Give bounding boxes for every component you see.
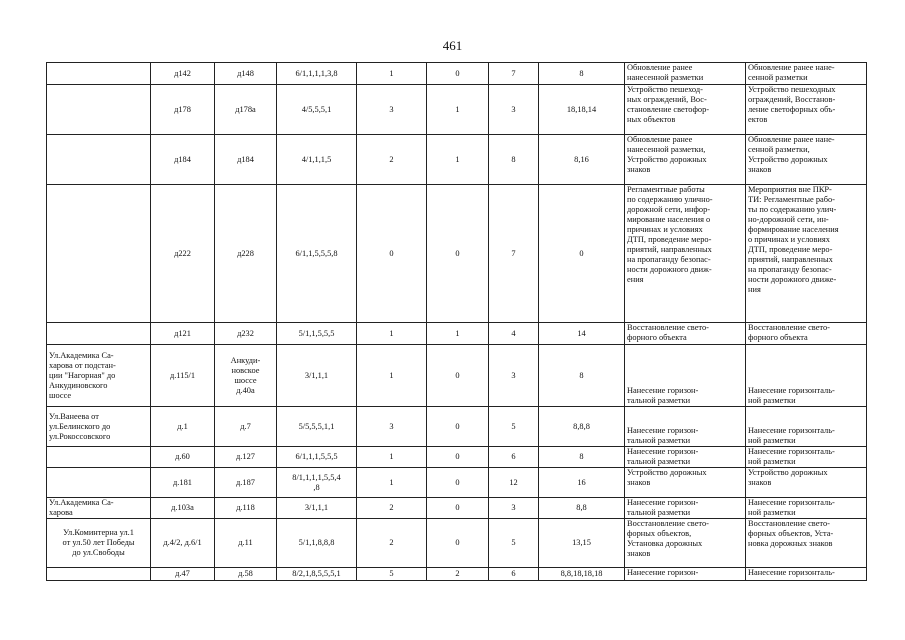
measures-cell [625, 447, 746, 468]
table-row [47, 407, 867, 447]
measures-cell [625, 323, 746, 345]
to-house-cell: д.118 [215, 498, 277, 519]
measures-cell [625, 185, 746, 323]
cell-line: формирование населения [748, 225, 839, 234]
cell-line: о причинах и условиях [748, 235, 830, 244]
count-cell: 0 [427, 498, 489, 519]
code-cell [277, 468, 357, 498]
code-cell: 4/5,5,5,1 [277, 85, 357, 135]
table-row [47, 498, 867, 519]
count-cell: 1 [427, 85, 489, 135]
cell-line: Устройство дорожных [748, 468, 828, 477]
count-cell: 3 [489, 345, 539, 407]
cell-line: Нанесение горизон- [627, 447, 699, 456]
count-cell: 6 [489, 447, 539, 468]
cell-line: приятий, направленных [748, 255, 833, 264]
measures-extended-cell [746, 468, 867, 498]
cell-line: Нанесение горизонталь- [748, 426, 835, 435]
cell-line: форных объектов, [627, 529, 692, 538]
measures-extended-cell [746, 568, 867, 581]
count-cell: 8 [489, 135, 539, 185]
cell-line: ной разметки [748, 436, 796, 445]
from-house-cell: д.1 [151, 407, 215, 447]
cell-line: ул.Рокоссовского [49, 431, 111, 441]
measures-extended-cell [746, 407, 867, 447]
from-house-cell: д.181 [151, 468, 215, 498]
values-cell: 8 [539, 63, 625, 85]
cell-line: ДТП, проведение меро- [627, 235, 712, 244]
street-cell [47, 63, 151, 85]
cell-line: сенной разметки [748, 73, 808, 82]
measures-cell [625, 468, 746, 498]
count-cell: 1 [357, 323, 427, 345]
values-cell: 16 [539, 468, 625, 498]
table-row [47, 345, 867, 407]
code-cell: 5/1,1,5,5,5 [277, 323, 357, 345]
cell-line: 8/1,1,1,1,5,5,4 [292, 472, 341, 482]
street-cell [47, 323, 151, 345]
count-cell: 3 [489, 498, 539, 519]
measures-extended-cell [746, 447, 867, 468]
to-house-cell: д.11 [215, 519, 277, 568]
cell-line: ной разметки [748, 396, 796, 405]
to-house-cell: д178а [215, 85, 277, 135]
cell-line: причинах и условиях [627, 225, 703, 234]
count-cell: 0 [427, 407, 489, 447]
count-cell: 1 [427, 323, 489, 345]
code-cell: 4/1,1,1,5 [277, 135, 357, 185]
count-cell: 1 [427, 135, 489, 185]
to-house-cell: д148 [215, 63, 277, 85]
to-house-cell [215, 345, 277, 407]
cell-line: ных объектов [627, 115, 676, 124]
cell-line: ной разметки [748, 457, 796, 466]
measures-cell [625, 407, 746, 447]
measures-cell [625, 345, 746, 407]
cell-line: Нанесение горизон- [627, 498, 699, 507]
cell-line: ности дорожного движ- [627, 265, 712, 274]
cell-line: ной разметки [748, 508, 796, 517]
count-cell: 12 [489, 468, 539, 498]
cell-line: Ул.Академика Са- [49, 350, 114, 360]
cell-line: приятий, направленных [627, 245, 712, 254]
count-cell: 2 [357, 519, 427, 568]
from-house-cell: д222 [151, 185, 215, 323]
count-cell: 0 [427, 447, 489, 468]
cell-line: ектов [748, 115, 768, 124]
table-row [47, 468, 867, 498]
from-house-cell: д.4/2, д.6/1 [151, 519, 215, 568]
cell-line: Нанесение горизонталь- [748, 447, 835, 456]
to-house-cell: д.127 [215, 447, 277, 468]
to-house-cell: д.58 [215, 568, 277, 581]
street-cell [47, 468, 151, 498]
count-cell: 5 [357, 568, 427, 581]
from-house-cell: д.103а [151, 498, 215, 519]
cell-line: тальной разметки [627, 508, 691, 517]
measures-cell [625, 63, 746, 85]
count-cell: 0 [427, 63, 489, 85]
cell-line: Восстановление свето- [748, 519, 830, 528]
cell-line: на пропаганду безопас- [627, 255, 711, 264]
table-row [47, 135, 867, 185]
code-cell: 5/5,5,5,1,1 [277, 407, 357, 447]
street-cell [47, 519, 151, 568]
cell-line: до ул.Свободы [72, 548, 125, 557]
cell-line: ул.Белинского до [49, 421, 111, 431]
values-cell: 8 [539, 345, 625, 407]
cell-line: по содержанию улично- [627, 195, 713, 204]
from-house-cell: д184 [151, 135, 215, 185]
cell-line: Обновление ранее нане- [748, 63, 835, 72]
count-cell: 5 [489, 519, 539, 568]
count-cell: 2 [357, 498, 427, 519]
cell-line: Нанесение горизонталь- [748, 498, 835, 507]
street-cell [47, 345, 151, 407]
cell-line: на пропаганду безопас- [748, 265, 832, 274]
road-safety-table [46, 62, 867, 581]
cell-line: знаков [627, 478, 651, 487]
count-cell: 1 [357, 63, 427, 85]
cell-line: Устройство пешеходных [748, 85, 836, 94]
cell-line: Мероприятия вне ПКР- [748, 185, 832, 194]
cell-line: шоссе [234, 375, 257, 385]
to-house-cell: д228 [215, 185, 277, 323]
values-cell: 8,8,8 [539, 407, 625, 447]
cell-line: но-дорожной сети, ин- [748, 215, 829, 224]
street-cell [47, 498, 151, 519]
values-cell: 8,16 [539, 135, 625, 185]
count-cell: 1 [357, 345, 427, 407]
street-cell [47, 407, 151, 447]
cell-line: знаков [627, 165, 651, 174]
cell-line: форных объектов, Уста- [748, 529, 834, 538]
count-cell: 0 [427, 345, 489, 407]
measures-cell [625, 519, 746, 568]
cell-line: Ул.Ванеева от [49, 411, 99, 421]
count-cell: 5 [489, 407, 539, 447]
cell-line: Анкуди- [230, 355, 261, 365]
cell-line: форного объекта [627, 333, 687, 342]
code-cell: 3/1,1,1 [277, 345, 357, 407]
count-cell: 2 [427, 568, 489, 581]
table-row [47, 63, 867, 85]
from-house-cell: д.115/1 [151, 345, 215, 407]
from-house-cell: д.47 [151, 568, 215, 581]
cell-line: Обновление ранее нане- [748, 135, 835, 144]
count-cell: 1 [357, 447, 427, 468]
count-cell: 7 [489, 185, 539, 323]
table-row [47, 323, 867, 345]
count-cell: 1 [357, 468, 427, 498]
cell-line: сенной разметки, [748, 145, 810, 154]
from-house-cell: д121 [151, 323, 215, 345]
values-cell: 8,8,18,18,18 [539, 568, 625, 581]
cell-line: Ул.Коминтерна ул.1 [63, 528, 134, 537]
code-cell: 5/1,1,8,8,8 [277, 519, 357, 568]
values-cell: 8 [539, 447, 625, 468]
measures-cell [625, 135, 746, 185]
from-house-cell: д.60 [151, 447, 215, 468]
code-cell: 6/1,1,1,5,5,5 [277, 447, 357, 468]
values-cell: 0 [539, 185, 625, 323]
street-cell [47, 85, 151, 135]
cell-line: нанесенной разметки [627, 73, 704, 82]
count-cell: 4 [489, 323, 539, 345]
values-cell: 8,8 [539, 498, 625, 519]
code-cell: 6/1,1,5,5,5,8 [277, 185, 357, 323]
street-cell [47, 135, 151, 185]
table-row [47, 519, 867, 568]
cell-line: от ул.50 лет Победы [62, 538, 135, 547]
count-cell: 6 [489, 568, 539, 581]
measures-extended-cell [746, 85, 867, 135]
cell-line: Установка дорожных [627, 539, 703, 548]
cell-line: Обновление ранее [627, 63, 693, 72]
table-row [47, 85, 867, 135]
measures-extended-cell [746, 135, 867, 185]
cell-line: Обновление ранее [627, 135, 693, 144]
values-cell: 18,18,14 [539, 85, 625, 135]
to-house-cell: д184 [215, 135, 277, 185]
to-house-cell: д.187 [215, 468, 277, 498]
cell-line: ции "Нагорная" до [49, 370, 116, 380]
code-cell: 6/1,1,1,1,3,8 [277, 63, 357, 85]
cell-line: знаков [748, 478, 772, 487]
cell-line: ты по содержанию улич- [748, 205, 837, 214]
table-row [47, 447, 867, 468]
count-cell: 0 [427, 468, 489, 498]
cell-line: становление светофор- [627, 105, 710, 114]
cell-line: Нанесение горизонталь- [748, 386, 835, 395]
cell-line: ТИ: Регламентные рабо- [748, 195, 835, 204]
measures-extended-cell [746, 63, 867, 85]
cell-line: д.40а [236, 385, 255, 395]
to-house-cell: д.7 [215, 407, 277, 447]
measures-extended-cell [746, 323, 867, 345]
cell-line: новка дорожных знаков [748, 539, 833, 548]
measures-cell [625, 568, 746, 581]
cell-line: знаков [748, 165, 772, 174]
code-cell: 8/2,1,8,5,5,5,1 [277, 568, 357, 581]
values-cell: 14 [539, 323, 625, 345]
cell-line: Регламентные работы [627, 185, 705, 194]
cell-line: тальной разметки [627, 436, 691, 445]
cell-line: Нанесение горизон- [627, 568, 699, 577]
count-cell: 2 [357, 135, 427, 185]
to-house-cell: д232 [215, 323, 277, 345]
cell-line: Нанесение горизон- [627, 426, 699, 435]
cell-line: тальной разметки [627, 457, 691, 466]
cell-line: Устройство дорожных [627, 155, 707, 164]
count-cell: 3 [489, 85, 539, 135]
cell-line: ограждений, Восстанов- [748, 95, 836, 104]
measures-cell [625, 85, 746, 135]
street-cell [47, 568, 151, 581]
street-cell [47, 447, 151, 468]
cell-line: ения [627, 275, 644, 284]
cell-line: ности дорожного движе- [748, 275, 837, 284]
cell-line: Нанесение горизонталь- [748, 568, 835, 577]
values-cell: 13,15 [539, 519, 625, 568]
page-number: 461 [442, 38, 463, 53]
count-cell: 0 [357, 185, 427, 323]
cell-line: шоссе [49, 390, 72, 400]
cell-line: ных ограждений, Вос- [627, 95, 707, 104]
measures-extended-cell [746, 498, 867, 519]
table-row [47, 568, 867, 581]
from-house-cell: д178 [151, 85, 215, 135]
cell-line: харова от подстан- [49, 360, 116, 370]
measures-extended-cell [746, 519, 867, 568]
count-cell: 7 [489, 63, 539, 85]
code-cell: 3/1,1,1 [277, 498, 357, 519]
count-cell: 3 [357, 85, 427, 135]
cell-line: харова [49, 508, 73, 517]
street-cell [47, 185, 151, 323]
cell-line: Восстановление свето- [627, 519, 709, 528]
cell-line: дорожной сети, инфор- [627, 205, 711, 214]
cell-line: ния [748, 285, 761, 294]
cell-line: Восстановление свето- [627, 323, 709, 332]
table-row [47, 185, 867, 323]
cell-line: Устройство дорожных [627, 468, 707, 477]
cell-line: ление светофорных объ- [748, 105, 836, 114]
cell-line: Нанесение горизон- [627, 386, 699, 395]
measures-extended-cell [746, 185, 867, 323]
cell-line: новское [231, 365, 260, 375]
cell-line: Анкудиновского [49, 380, 108, 390]
measures-cell [625, 498, 746, 519]
count-cell: 0 [427, 185, 489, 323]
cell-line: Устройство дорожных [748, 155, 828, 164]
count-cell: 0 [427, 519, 489, 568]
count-cell: 3 [357, 407, 427, 447]
cell-line: мирование населения о [627, 215, 711, 224]
measures-extended-cell [746, 345, 867, 407]
cell-line: тальной разметки [627, 396, 691, 405]
from-house-cell: д142 [151, 63, 215, 85]
cell-line: нанесенной разметки, [627, 145, 706, 154]
cell-line: Ул.Академика Са- [49, 498, 114, 507]
cell-line: Устройство пешеход- [627, 85, 703, 94]
cell-line: Восстановление свето- [748, 323, 830, 332]
cell-line: знаков [627, 549, 651, 558]
cell-line: форного объекта [748, 333, 808, 342]
cell-line: ,8 [313, 482, 320, 492]
cell-line: ДТП, проведение меро- [748, 245, 833, 254]
